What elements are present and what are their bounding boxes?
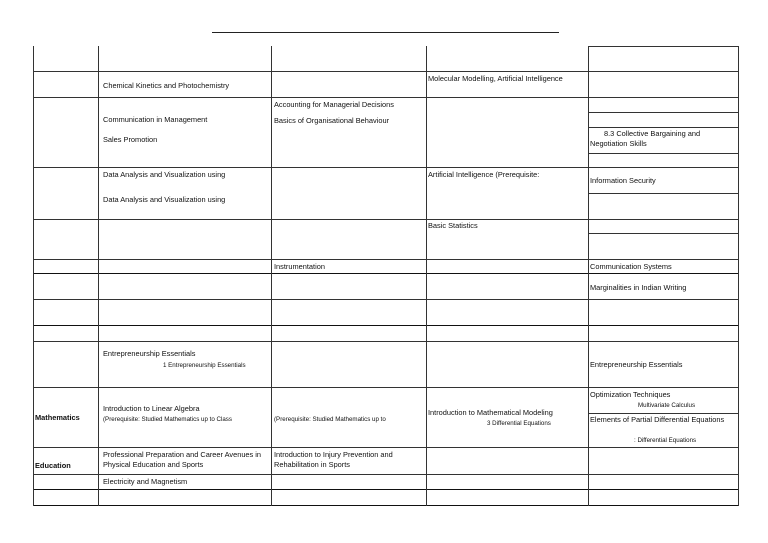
row-divider [588, 505, 738, 506]
column-divider [588, 46, 589, 506]
row-divider [33, 505, 588, 506]
row-divider [588, 71, 738, 72]
row-divider [588, 413, 738, 414]
row-divider [588, 46, 738, 47]
row-divider [588, 325, 738, 326]
row-divider [33, 97, 588, 98]
cell-text: (Prerequisite: Studied Mathematics up to Class [103, 416, 232, 423]
cell-text: Entrepreneurship Essentials [590, 360, 683, 369]
row-divider [33, 489, 588, 490]
row-divider [588, 219, 738, 220]
row-divider [588, 474, 738, 475]
cell-text: 8.3 Collective Bargaining and Negotiation Skills [590, 129, 701, 148]
cell-text: Data Analysis and Visualization using [103, 195, 226, 204]
cell-text: Accounting for Managerial Decisions [274, 100, 394, 109]
cell-text: Electricity and Magnetism [103, 477, 188, 486]
row-divider [588, 167, 738, 168]
row-divider [588, 112, 738, 113]
cell-text: Marginalities in Indian Writing [590, 283, 687, 292]
header-rule [212, 32, 559, 33]
row-divider [33, 259, 588, 260]
cell-text: Sales Promotion [103, 135, 158, 144]
column-divider [426, 46, 427, 506]
cell-text: Information Security [590, 176, 656, 185]
row-divider [33, 299, 588, 300]
row-divider [588, 127, 738, 128]
row-divider [588, 387, 738, 388]
column-divider [271, 46, 272, 506]
cell-text: 3 Differential Equations [487, 420, 551, 427]
row-divider [33, 71, 588, 72]
cell-text: Introduction to Mathematical Modeling [428, 408, 553, 417]
cell-text: Molecular Modelling, Artificial Intelligence [428, 74, 563, 83]
column-divider [98, 46, 99, 506]
column-divider [738, 46, 739, 506]
cell-text: Instrumentation [274, 262, 325, 271]
column-divider [33, 46, 34, 506]
row-divider [33, 447, 588, 448]
row-divider [588, 97, 738, 98]
cell-text: : Differential Equations [634, 437, 697, 444]
cell-text: Introduction to Injury Prevention and Rehabilitation in Sports [274, 450, 393, 469]
cell-text: Elements of Partial Differential Equations [590, 415, 725, 424]
cell-text: Professional Preparation and Career Avenues in Physical Education and Sports [103, 450, 262, 469]
row-divider [588, 273, 738, 274]
subject-label: Mathematics [35, 413, 80, 422]
cell-text: (Prerequisite: Studied Mathematics up to [274, 416, 386, 423]
cell-text: Chemical Kinetics and Photochemistry [103, 81, 230, 90]
cell-text: Entrepreneurship Essentials [103, 349, 196, 358]
row-divider [33, 387, 588, 388]
row-divider [588, 193, 738, 194]
row-divider [588, 153, 738, 154]
row-divider [33, 325, 588, 326]
row-divider [33, 273, 588, 274]
cell-text: Optimization Techniques [590, 390, 671, 399]
subject-label: Education [35, 461, 71, 470]
row-divider [588, 233, 738, 234]
row-divider [33, 341, 588, 342]
row-divider [33, 167, 588, 168]
row-divider [588, 259, 738, 260]
cell-text: Communication Systems [590, 262, 672, 271]
cell-text: Artificial Intelligence (Prerequisite: [428, 170, 540, 179]
cell-text: Basics of Organisational Behaviour [274, 116, 390, 125]
row-divider [33, 474, 588, 475]
cell-text: Basic Statistics [428, 221, 478, 230]
row-divider [33, 219, 588, 220]
cell-text: 1 Entrepreneurship Essentials [163, 362, 246, 369]
row-divider [588, 341, 738, 342]
row-divider [588, 489, 738, 490]
cell-text: Data Analysis and Visualization using [103, 170, 226, 179]
cell-text: Communication in Management [103, 115, 208, 124]
row-divider [588, 299, 738, 300]
row-divider [588, 447, 738, 448]
cell-text: Introduction to Linear Algebra [103, 404, 200, 413]
cell-text: Multivariate Calculus [638, 402, 696, 409]
